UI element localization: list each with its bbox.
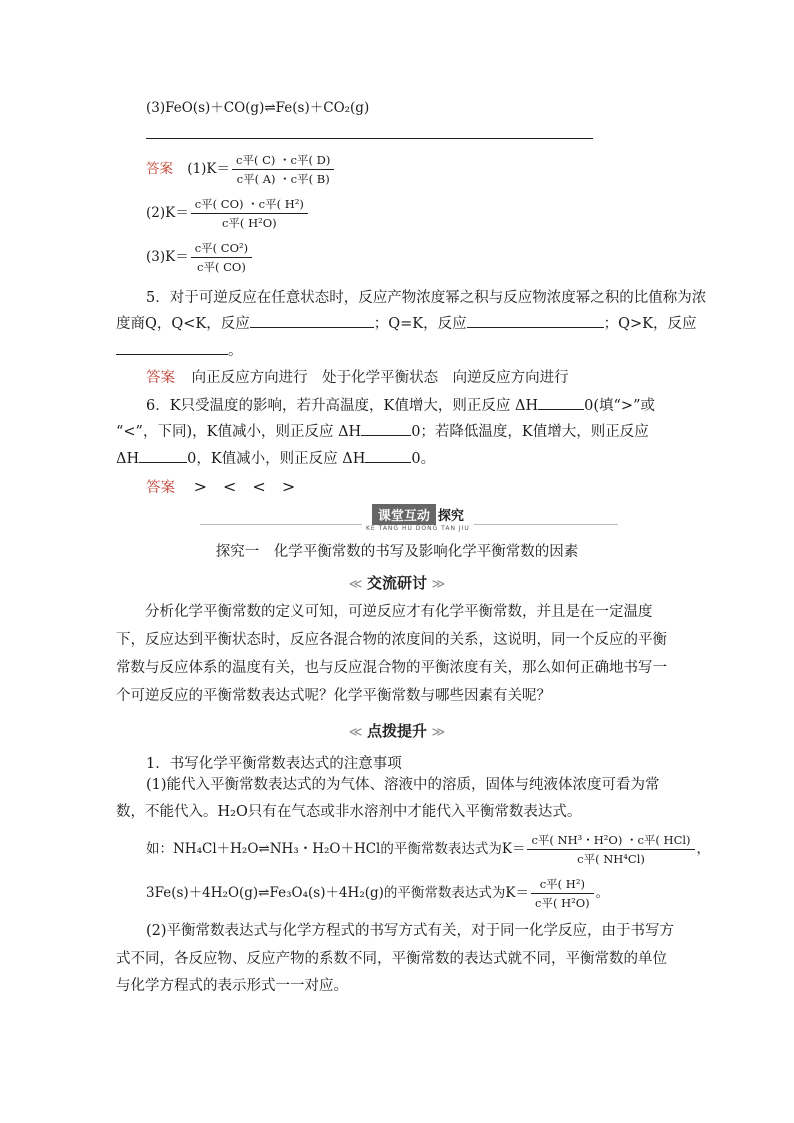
denominator: c平( H²O)	[221, 216, 277, 230]
discuss-paragraph: 分析化学平衡常数的定义可知，可逆反应才有化学平衡常数，并且是在一定温度下，反应达到平衡状态时，反应各混合物的浓度间的关系，这说明，同一个反应的平衡常数与反应体系的温度有关，也与反应混合物的平衡浓度有关，那么如何正确地书写一个可逆反应的平衡常数表达式呢？化学平衡常数与哪些因素有关呢？	[116, 604, 667, 704]
q6-text: 0(填“>”或	[584, 398, 655, 414]
answer-5	[146, 366, 569, 387]
banner-box: 课堂互动	[372, 504, 436, 525]
denominator: c平( NH⁴Cl)	[577, 852, 645, 866]
chevron-left-icon: ≪	[348, 725, 363, 740]
section-banner	[362, 504, 474, 532]
numerator: c平( CO) ・c平( H²)	[191, 196, 308, 214]
answer-2	[146, 196, 310, 231]
fraction	[191, 240, 252, 275]
q5-line2	[116, 312, 697, 333]
answer-2-prefix: (2)K＝	[146, 205, 189, 221]
denominator: c平( A) ・c平( B)	[236, 172, 330, 186]
punct: ，	[696, 841, 711, 857]
q6-text: 0，K值减小，则正反应 ΔH	[187, 451, 366, 467]
q6-line2	[116, 420, 649, 441]
answer-3-prefix: (3)K＝	[146, 249, 189, 265]
denominator: c平( H²O)	[535, 896, 590, 910]
section-discuss-heading	[0, 572, 794, 593]
fraction	[531, 876, 594, 911]
answer-line	[146, 138, 593, 139]
fill-blank	[361, 421, 411, 436]
tip1-title: 1．书写化学平衡常数表达式的注意事项	[146, 756, 402, 772]
q5-line1: 5．对于可逆反应在任意状态时，反应产物浓度幂之积与反应物浓度幂之积的比值称为浓	[146, 290, 707, 306]
numerator: c平( C) ・c平( D)	[232, 152, 334, 170]
banner-subtitle: KE TANG HU DONG TAN JIU	[366, 525, 470, 532]
q6-text: ΔH	[116, 451, 140, 467]
denominator: c平( CO)	[197, 260, 246, 274]
banner-rest: 探究	[437, 509, 464, 524]
inquiry-title: 探究一 化学平衡常数的书写及影响化学平衡常数的因素	[215, 544, 579, 560]
q6-text: 6．K只受温度的影响，若升高温度，K值增大，则正反应 ΔH	[146, 398, 539, 414]
fill-blank	[365, 448, 411, 463]
answer-5-text: 向正反应方向进行 处于化学平衡状态 向逆反应方向进行	[191, 370, 569, 386]
answer-1	[146, 152, 336, 187]
example-1	[146, 832, 710, 867]
answer-6-text: > < < >	[193, 477, 296, 496]
heading-text: 交流研讨	[366, 574, 427, 592]
chevron-right-icon: ≫	[431, 725, 446, 740]
q5-line3	[116, 339, 243, 360]
q5-text: 度商Q，Q<K，反应	[116, 316, 250, 332]
q6-text: 0；若降低温度，K值增大，则正反应	[411, 424, 649, 440]
answer-6	[146, 474, 295, 497]
fill-blank	[538, 395, 584, 410]
answer-1-prefix: (1)K＝	[187, 161, 231, 177]
item-3-equation: (3)FeO(s)＋CO(g)⇌Fe(s)＋CO₂(g)	[146, 100, 370, 116]
chevron-left-icon: ≪	[348, 577, 363, 592]
numerator: c平( NH³・H²O) ・c平( HCl)	[527, 832, 694, 850]
q6-text: “<”，下同)，K值减小，则正反应 ΔH	[116, 424, 362, 440]
q6-line3	[116, 447, 435, 468]
fraction	[191, 196, 308, 231]
tip1-paragraph-2: (2)平衡常数表达式与化学方程式的书写方式有关，对于同一化学反应，由于书写方式不同，各反应物、反应产物的系数不同，平衡常数的表达式就不同，平衡常数的单位与化学方程式的表示形式一一对应。	[116, 923, 675, 994]
example-2	[146, 876, 609, 911]
answer-label: 答案	[146, 480, 175, 496]
q6-text: 0。	[411, 451, 436, 467]
fill-blank	[250, 313, 374, 328]
answer-label: 答案	[146, 161, 173, 177]
answer-3	[146, 240, 254, 275]
fraction	[232, 152, 334, 187]
tip1-paragraph-1: (1)能代入平衡常数表达式的为气体、溶液中的溶质，固体与纯液体浓度可看为常数，不能代入。H₂O只有在气态或非水溶剂中才能代入平衡常数表达式。	[116, 777, 660, 820]
numerator: c平( CO²)	[191, 240, 252, 258]
q5-text: ；Q=K，反应	[373, 316, 467, 332]
heading-text: 点拨提升	[366, 722, 427, 740]
example-2-text: 3Fe(s)＋4H₂O(g)⇌Fe₃O₄(s)＋4H₂(g)的平衡常数表达式为K＝	[146, 885, 530, 901]
q6-line1	[146, 394, 655, 415]
q5-text: 。	[228, 343, 243, 359]
q5-text: ；Q>K，反应	[603, 316, 697, 332]
section-tips-heading	[0, 720, 794, 741]
fraction	[527, 832, 694, 867]
punct: 。	[595, 885, 610, 901]
chevron-right-icon: ≫	[431, 577, 446, 592]
fill-blank	[467, 313, 604, 328]
numerator: c平( H²)	[531, 876, 594, 894]
example-1-text: 如：NH₄Cl＋H₂O⇌NH₃・H₂O＋HCl的平衡常数表达式为K＝	[146, 841, 526, 857]
answer-label: 答案	[146, 370, 175, 386]
fill-blank	[116, 340, 228, 355]
fill-blank	[139, 448, 187, 463]
